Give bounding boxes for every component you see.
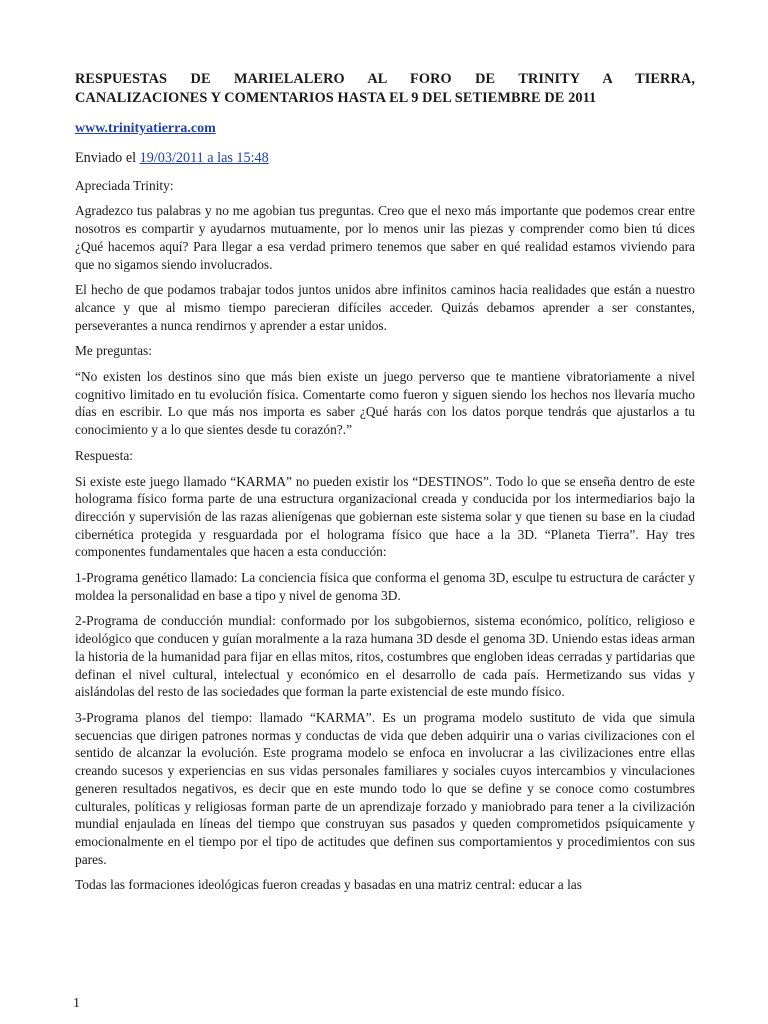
site-link[interactable]: www.trinityatierra.com [75,121,216,136]
document-title [75,70,695,108]
sent-prefix: Enviado el [75,149,137,166]
paragraph-body: Si existe este juego llamado “KARMA” no pueden existir los “DESTINOS”. Todo lo que se enseña dentro de este holograma físico forma parte de una estructura organizacional creada y conducida por los intermediarios bajo la dirección y supervisión de las razas alienígenas que gobiernan este sistema solar y que tienen su base en la ciudad cibernética protegida y resguardada por el holograma físico que hace a la 3D. “Planeta Tierra”. Hay tres componentes fundamentales que hacen a esta conducción: [75,473,695,560]
paragraph-body: El hecho de que podamos trabajar todos juntos unidos abre infinitos caminos hacia realidades que están a nuestro alcance y que al mismo tiempo parecieran difíciles acceder. Quizás debamos aprender a ser constantes, perseverantes a nunca rendirnos y aprender a estar unidos. [75,282,695,333]
sent-date-link[interactable]: 19/03/2011 a las 15:48 [139,149,269,166]
paragraph-quote: “No existen los destinos sino que más bien existe un juego perverso que te mantiene vibratoriamente a nivel cognitivo limitado en tu evolución física. Comentarte como fueron y siguen siendo los hechos nos llevaría mucho días en escribir. Lo que más nos importa es saber ¿Qué harás con los datos porque tendrás que ajustarlos a tu conocimiento y a lo que sientes desde tu corazón?.” [75,369,695,438]
paragraph-list-item: 2-Programa de conducción mundial: conformado por los subgobiernos, sistema económico, político, religioso e ideológico que conducen y guían moralmente a la raza humana 3D desde el genoma 3D. Uniendo estas ideas arman la historia de la humanidad para fijar en ellas mitos, ritos, costumbres que engloben ideas cerradas y partidarias que definan el nivel cultural, intelectual y económico en el desarrollo de cada país. Hermetizando sus vidas y aislándolas del resto de las sociedades que forman la parte existencial de este mundo físico. [75,613,695,700]
paragraph-question-intro: Me preguntas: [75,343,152,359]
title-line-2: CANALIZACIONES Y COMENTARIOS HASTA EL 9 DEL SETIEMBRE DE 2011 [75,90,597,106]
paragraph-greeting: Apreciada Trinity: [75,177,174,193]
page-number: 1 [73,996,80,1011]
document-page [75,70,695,902]
paragraph-answer-label: Respuesta: [75,447,134,463]
paragraph-list-item: 1-Programa genético llamado: La conciencia física que conforma el genoma 3D, esculpe tu estructura de carácter y moldea la personalidad en base a tipo y nivel de genoma 3D. [75,570,695,603]
paragraph-body: Todas las formaciones ideológicas fueron creadas y basadas en una matriz central: educar a las [75,877,582,893]
title-line-1: RESPUESTAS DE MARIELALERO AL FORO DE TRINITY A TIERRA, [75,71,695,87]
paragraph-list-item: 3-Programa planos del tiempo: llamado “KARMA”. Es un programa modelo sustituto de vida que simula secuencias que dirigen patrones normas y conductas de vida que deben adquirir una o varias civilizaciones con el sentido de alcanzar la evolución. Este programa modelo se enfoca en involucrar a las civilizaciones entre ellas creando sucesos y experiencias en sus vidas personales familiares y sociales cuyos intercambios y vinculaciones generen resultados negativos, es decir que en este mundo todo lo que se define y se conoce como costumbres culturales, políticas y religiosas forman parte de un aprendizaje forzado y maniobrado para tener a la civilización mundial enjaulada en líneas del tiempo que construyan sus pasados y queden comprometidos psíquicamente y emocionalmente en el tiempo por el tipo de actitudes que definen sus comportamientos y procedimientos con sus pares. [75,709,695,867]
paragraph-body: Agradezco tus palabras y no me agobian tus preguntas. Creo que el nexo más importante que podemos crear entre nosotros es compartir y ayudarnos mutuamente, por lo menos unir las piezas y comprender como bien tú dices ¿Qué hacemos aquí? Para llegar a esa verdad primero tenemos que saber en qué realidad estamos viviendo para que no sigamos siendo involucrados. [75,203,695,272]
sent-line [75,149,695,168]
